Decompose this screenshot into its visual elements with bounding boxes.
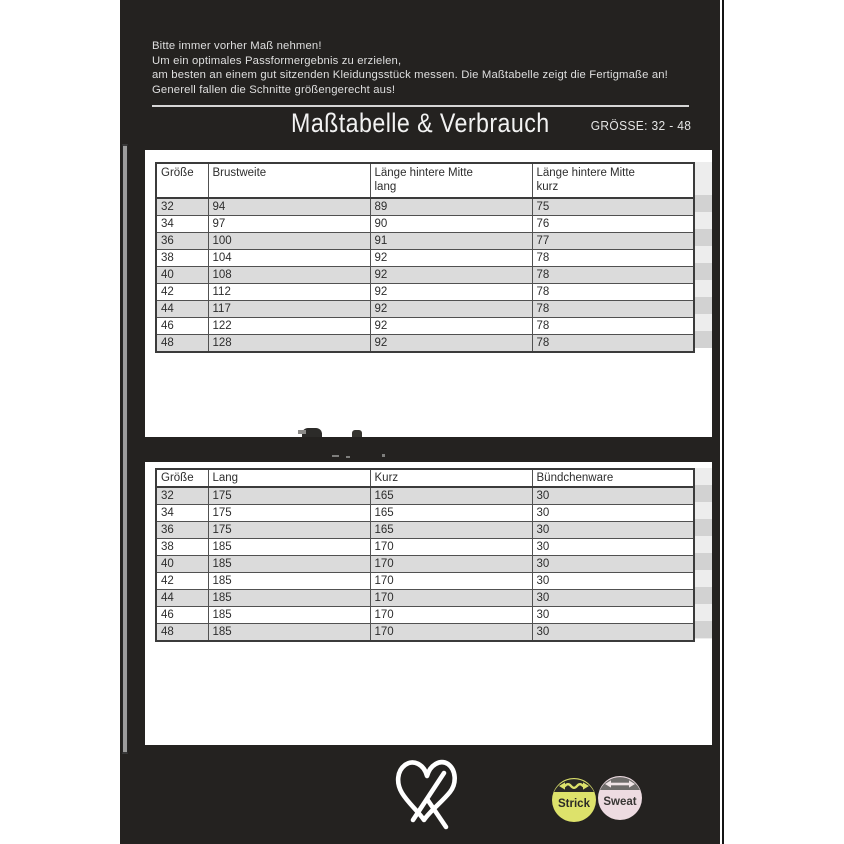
value-cell: 92 xyxy=(370,284,532,301)
size-range-text: GRÖSSE: 32 - 48 xyxy=(590,118,691,133)
badge-label: Strick xyxy=(558,798,590,810)
size-cell: 34 xyxy=(156,505,208,522)
table-row xyxy=(156,539,694,556)
cropped-text-fragment xyxy=(332,455,339,457)
column-header: Lang xyxy=(208,469,370,487)
value-cell: 30 xyxy=(532,522,694,539)
table-row xyxy=(156,335,694,353)
size-cell: 48 xyxy=(156,624,208,642)
value-cell: 165 xyxy=(370,505,532,522)
size-cell: 42 xyxy=(156,284,208,301)
value-cell: 30 xyxy=(532,590,694,607)
value-cell: 128 xyxy=(208,335,370,353)
column-header: Länge hintere Mitte lang xyxy=(370,163,532,198)
value-cell: 165 xyxy=(370,487,532,505)
measurement-table-panel xyxy=(145,150,712,437)
intro-line: am besten an einem gut sitzenden Kleidungsstück messen. Die Maßtabelle zeigt die Fertigmaße an! xyxy=(152,69,668,82)
size-cell: 32 xyxy=(156,487,208,505)
value-cell: 92 xyxy=(370,335,532,353)
row-shading-artifact xyxy=(695,162,712,348)
value-cell: 30 xyxy=(532,505,694,522)
consumption-table xyxy=(155,468,695,642)
measurement-table xyxy=(155,162,695,353)
size-cell: 40 xyxy=(156,556,208,573)
value-cell: 170 xyxy=(370,624,532,642)
value-cell: 89 xyxy=(370,198,532,216)
table-row xyxy=(156,284,694,301)
measurement-table-header-row xyxy=(156,163,694,198)
value-cell: 185 xyxy=(208,556,370,573)
size-cell: 48 xyxy=(156,335,208,353)
cropped-icon-fragment xyxy=(352,430,362,437)
value-cell: 92 xyxy=(370,318,532,335)
size-cell: 46 xyxy=(156,318,208,335)
value-cell: 97 xyxy=(208,216,370,233)
value-cell: 92 xyxy=(370,250,532,267)
badge-label: Sweat xyxy=(603,796,637,808)
table-row xyxy=(156,556,694,573)
size-cell: 40 xyxy=(156,267,208,284)
value-cell: 100 xyxy=(208,233,370,250)
value-cell: 175 xyxy=(208,505,370,522)
value-cell: 30 xyxy=(532,624,694,642)
page-title-text: Maßtabelle & Verbrauch xyxy=(291,108,550,138)
table-row xyxy=(156,318,694,335)
value-cell: 78 xyxy=(532,318,694,335)
value-cell: 30 xyxy=(532,573,694,590)
value-cell: 30 xyxy=(532,487,694,505)
cropped-icon-fragment xyxy=(298,430,306,434)
value-cell: 92 xyxy=(370,267,532,284)
column-header: Kurz xyxy=(370,469,532,487)
value-cell: 76 xyxy=(532,216,694,233)
value-cell: 30 xyxy=(532,607,694,624)
table-row xyxy=(156,250,694,267)
value-cell: 185 xyxy=(208,624,370,642)
row-shading-artifact xyxy=(695,468,712,639)
value-cell: 90 xyxy=(370,216,532,233)
intro-line: Um ein optimales Passformergebnis zu erzielen, xyxy=(152,54,402,67)
value-cell: 78 xyxy=(532,284,694,301)
value-cell: 185 xyxy=(208,590,370,607)
value-cell: 104 xyxy=(208,250,370,267)
value-cell: 78 xyxy=(532,335,694,353)
table-row xyxy=(156,590,694,607)
table-row xyxy=(156,487,694,505)
value-cell: 185 xyxy=(208,607,370,624)
value-cell: 185 xyxy=(208,539,370,556)
intro-text-block xyxy=(152,39,697,97)
table-row xyxy=(156,624,694,642)
consumption-table-panel xyxy=(145,462,712,745)
column-header: Bündchenware xyxy=(532,469,694,487)
value-cell: 77 xyxy=(532,233,694,250)
value-cell: 112 xyxy=(208,284,370,301)
size-cell: 34 xyxy=(156,216,208,233)
column-header: Größe xyxy=(156,469,208,487)
size-cell: 38 xyxy=(156,250,208,267)
table-row xyxy=(156,505,694,522)
intro-line: Bitte immer vorher Maß nehmen! xyxy=(152,40,322,52)
value-cell: 78 xyxy=(532,250,694,267)
value-cell: 175 xyxy=(208,487,370,505)
table-row xyxy=(156,233,694,250)
row-shading-stripes xyxy=(695,485,712,639)
table-row xyxy=(156,267,694,284)
value-cell: 170 xyxy=(370,590,532,607)
cropped-text-fragment xyxy=(382,454,385,457)
sweat-fabric-badge xyxy=(597,775,643,821)
column-header: Größe xyxy=(156,163,208,198)
value-cell: 175 xyxy=(208,522,370,539)
value-cell: 78 xyxy=(532,301,694,318)
table-row xyxy=(156,522,694,539)
size-cell: 36 xyxy=(156,233,208,250)
value-cell: 117 xyxy=(208,301,370,318)
column-header: Brustweite xyxy=(208,163,370,198)
strick-fabric-badge xyxy=(551,777,597,823)
value-cell: 75 xyxy=(532,198,694,216)
table-row xyxy=(156,216,694,233)
value-cell: 30 xyxy=(532,556,694,573)
table-row xyxy=(156,607,694,624)
value-cell: 170 xyxy=(370,539,532,556)
column-header: Länge hintere Mitte kurz xyxy=(532,163,694,198)
size-cell: 36 xyxy=(156,522,208,539)
size-cell: 38 xyxy=(156,539,208,556)
row-shading-stripes xyxy=(695,195,712,348)
value-cell: 170 xyxy=(370,573,532,590)
value-cell: 108 xyxy=(208,267,370,284)
value-cell: 91 xyxy=(370,233,532,250)
size-cell: 44 xyxy=(156,301,208,318)
value-cell: 170 xyxy=(370,607,532,624)
value-cell: 94 xyxy=(208,198,370,216)
value-cell: 185 xyxy=(208,573,370,590)
page-edge-strip xyxy=(122,144,128,754)
table-row xyxy=(156,198,694,216)
size-cell: 32 xyxy=(156,198,208,216)
value-cell: 30 xyxy=(532,539,694,556)
size-cell: 44 xyxy=(156,590,208,607)
heart-k-brand-logo-icon xyxy=(394,758,460,840)
table-row xyxy=(156,301,694,318)
value-cell: 165 xyxy=(370,522,532,539)
table-row xyxy=(156,573,694,590)
value-cell: 122 xyxy=(208,318,370,335)
size-cell: 46 xyxy=(156,607,208,624)
consumption-table-header-row xyxy=(156,469,694,487)
cropped-text-fragment xyxy=(346,456,350,458)
value-cell: 92 xyxy=(370,301,532,318)
intro-line: Generell fallen die Schnitte größengerecht aus! xyxy=(152,83,396,96)
header-divider xyxy=(152,105,689,107)
value-cell: 170 xyxy=(370,556,532,573)
page-right-border xyxy=(722,0,724,844)
value-cell: 78 xyxy=(532,267,694,284)
size-cell: 42 xyxy=(156,573,208,590)
size-range-label xyxy=(545,118,691,133)
